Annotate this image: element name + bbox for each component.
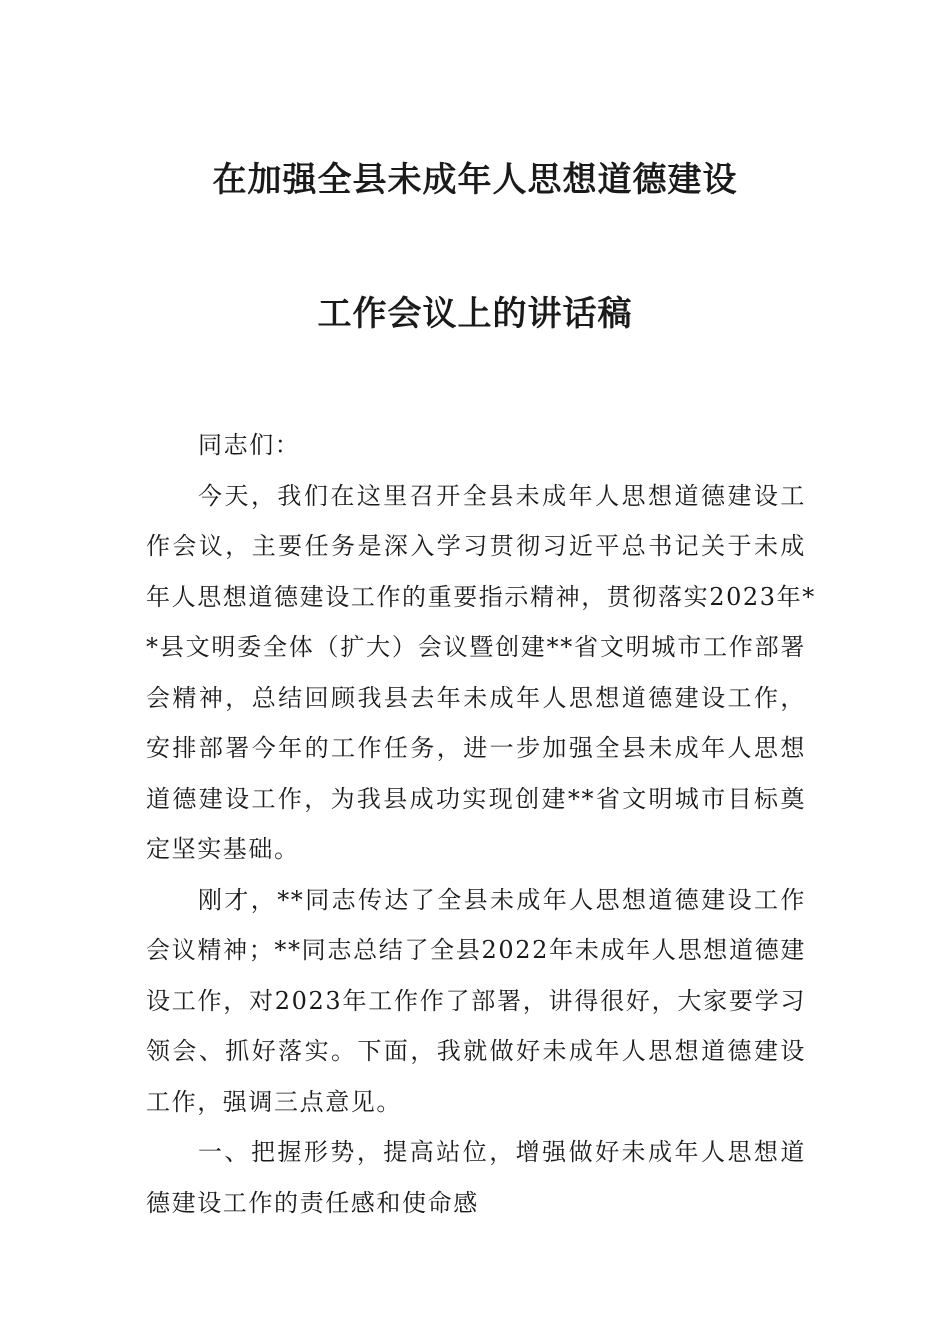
- paragraph-line: 作会议，主要任务是深入学习贯彻习近平总书记关于未成: [146, 532, 806, 560]
- paragraph-line: 今天，我们在这里召开全县未成年人思想道德建设工: [198, 481, 806, 510]
- paragraph-1: [146, 471, 816, 875]
- section-heading-1: [146, 1127, 806, 1228]
- document-title-line-1: 在加强全县未成年人思想道德建设: [212, 160, 738, 200]
- paragraph-line: 会议精神；**同志总结了全县2022年未成年人思想道德建: [146, 936, 806, 964]
- heading-line: 一、把握形势，提高站位，增强做好未成年人思想道: [198, 1138, 806, 1166]
- salutation: 同志们：: [198, 431, 301, 459]
- paragraph-2: [146, 875, 806, 1128]
- document-title-line-2: 工作会议上的讲话稿: [317, 294, 633, 334]
- paragraph-line: 领会、抓好落实。下面，我就做好未成年人思想道德建设: [146, 1037, 806, 1065]
- paragraph-line: *县文明委全体（扩大）会议暨创建**省文明城市工作部署: [146, 633, 806, 661]
- paragraph-line: 年人思想道德建设工作的重要指示精神，贯彻落实2023年*: [146, 582, 816, 611]
- paragraph-line: 刚才，**同志传达了全县未成年人思想道德建设工作: [198, 885, 806, 914]
- paragraph-line: 设工作，对2023年工作作了部署，讲得很好，大家要学习: [146, 986, 806, 1015]
- paragraph-line: 安排部署今年的工作任务，进一步加强全县未成年人思想: [146, 734, 806, 762]
- paragraph-line: 道德建设工作，为我县成功实现创建**省文明城市目标奠: [146, 784, 806, 813]
- paragraph-line: 定坚实基础。: [146, 835, 300, 863]
- document-body: [146, 420, 816, 1228]
- paragraph-line: 会精神，总结回顾我县去年未成年人思想道德建设工作，: [146, 683, 806, 712]
- heading-line: 德建设工作的责任感和使命感: [146, 1188, 479, 1217]
- paragraph-line: 工作，强调三点意见。: [146, 1087, 402, 1116]
